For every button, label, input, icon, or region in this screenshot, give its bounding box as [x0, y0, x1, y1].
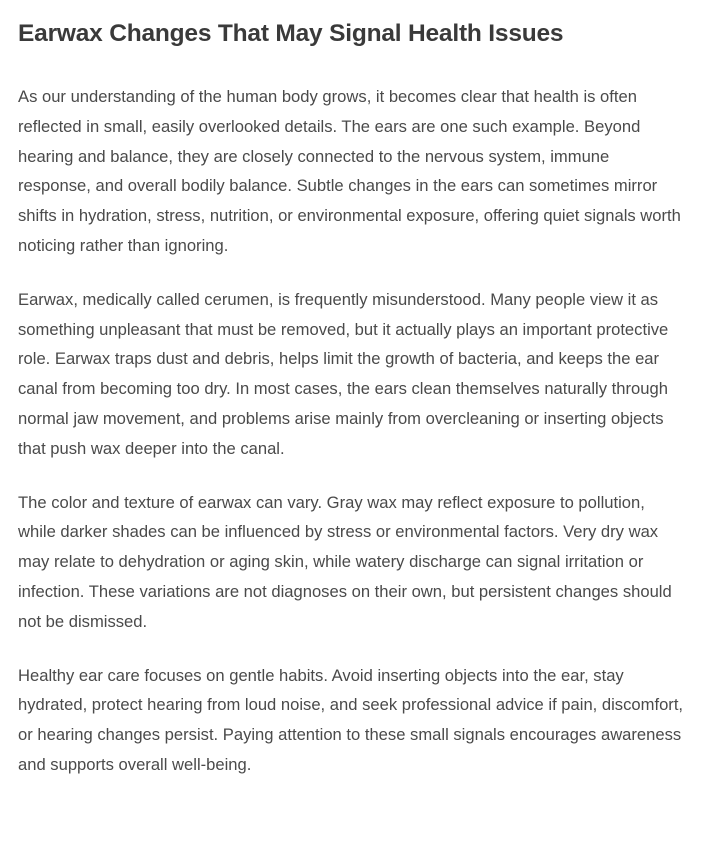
- article-paragraph: Earwax, medically called cerumen, is frequently misunderstood. Many people view it as something unpleasant that must be removed, but it actually plays an important protective role. Earwax traps dust and debris, helps limit the growth of bacteria, and keeps the ear canal from becoming too dry. In most cases, the ears clean themselves naturally through normal jaw movement, and problems arise mainly from overcleaning or inserting objects that push wax deeper into the canal.: [18, 289, 669, 458]
- article-paragraph: As our understanding of the human body grows, it becomes clear that health is often reflected in small, easily overlooked details. The ears are one such example. Beyond hearing and balance, they are closely connected to the nervous system, immune response, and overall bodily balance. Subtle changes in the ears can sometimes mirror shifts in hydration, stress, nutrition, or environmental exposure, offering quiet signals worth noticing rather than ignoring.: [18, 87, 681, 255]
- article-paragraph: Healthy ear care focuses on gentle habits. Avoid inserting objects into the ear, stay hydrated, protect hearing from loud noise, and seek professional advice if pain, discomfort, or hearing changes persist. Paying attention to these small signals encourages awareness and supports overall well-being.: [18, 665, 684, 774]
- article: [18, 0, 686, 780]
- article-paragraph: The color and texture of earwax can vary. Gray wax may reflect exposure to pollution, while darker shades can be influenced by stress or environmental factors. Very dry wax may relate to dehydration or aging skin, while watery discharge can signal irritation or infection. These variations are not diagnoses on their own, but persistent changes should not be dismissed.: [18, 492, 672, 631]
- article-title: Earwax Changes That May Signal Health Issues: [18, 20, 564, 47]
